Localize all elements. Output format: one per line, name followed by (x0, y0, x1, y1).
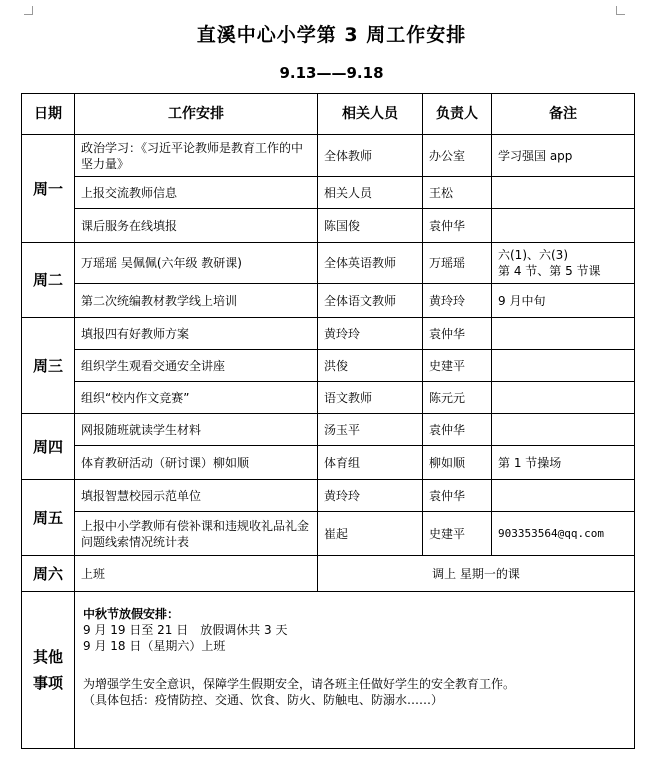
people-cell: 体育组 (318, 446, 423, 480)
note-line: 第 4 节、第 5 节课 (498, 264, 601, 278)
owner-cell: 王松 (423, 177, 492, 209)
header-people: 相关人员 (318, 94, 423, 135)
owner-cell: 史建平 (423, 512, 492, 556)
date-range: 9.13——9.18 (279, 64, 384, 82)
owner-cell: 万瑶瑶 (423, 243, 492, 284)
other-matters-label (22, 592, 75, 749)
margin-mark-right (616, 6, 625, 15)
note-line: 六(1)、六(3) (498, 248, 568, 262)
note-cell (492, 350, 635, 382)
owner-cell: 史建平 (423, 350, 492, 382)
note-cell (492, 177, 635, 209)
task-cell: 上班 (75, 556, 318, 592)
table-row (22, 318, 635, 350)
note-cell (492, 318, 635, 350)
task-cell: 课后服务在线填报 (75, 209, 318, 243)
note-email: 903353564@qq.com (492, 512, 635, 556)
other-matters-content (75, 592, 635, 749)
task-cell: 网报随班就读学生材料 (75, 414, 318, 446)
task-cell: 组织“校内作文竞赛” (75, 382, 318, 414)
people-cell: 黄玲玲 (318, 480, 423, 512)
note-cell (492, 414, 635, 446)
owner-cell: 柳如顺 (423, 446, 492, 480)
task-cell: 上报交流教师信息 (75, 177, 318, 209)
task-cell: 第二次统编教材教学线上培训 (75, 284, 318, 318)
task-cell: 填报四有好教师方案 (75, 318, 318, 350)
spacer (83, 654, 626, 676)
holiday-heading: 中秋节放假安排： (83, 607, 180, 621)
people-cell: 汤玉平 (318, 414, 423, 446)
note-cell (492, 243, 635, 284)
day-thursday: 周四 (22, 414, 75, 480)
document-title: 直溪中心小学第 3 周工作安排 (196, 24, 467, 46)
task-cell: 万瑶瑶 吴佩佩(六年级 教研课) (75, 243, 318, 284)
table-row (22, 414, 635, 446)
header-row (22, 94, 635, 135)
people-cell: 黄玲玲 (318, 318, 423, 350)
holiday-line: 9 月 18 日（星期六）上班 (83, 639, 226, 653)
header-task: 工作安排 (75, 94, 318, 135)
table-row (22, 243, 635, 284)
task-cell: 组织学生观看交通安全讲座 (75, 350, 318, 382)
owner-cell: 黄玲玲 (423, 284, 492, 318)
schedule-table (21, 93, 635, 749)
task-cell: 填报智慧校园示范单位 (75, 480, 318, 512)
table-row (22, 480, 635, 512)
note-cell (492, 480, 635, 512)
other-label-top: 其他 (32, 648, 63, 666)
table-row (22, 284, 635, 318)
note-cell (492, 382, 635, 414)
people-cell: 崔起 (318, 512, 423, 556)
header-owner: 负责人 (423, 94, 492, 135)
people-cell: 全体教师 (318, 135, 423, 177)
owner-cell: 袁仲华 (423, 480, 492, 512)
table-row (22, 446, 635, 480)
table-row (22, 556, 635, 592)
header-date: 日期 (22, 94, 75, 135)
other-label-bottom: 事项 (32, 674, 63, 692)
day-saturday: 周六 (22, 556, 75, 592)
task-cell: 上报中小学教师有偿补课和违规收礼品礼金问题线索情况统计表 (75, 512, 318, 556)
other-matters-row (22, 592, 635, 749)
day-tuesday: 周二 (22, 243, 75, 318)
safety-notice: 为增强学生安全意识，保障学生假期安全，请各班主任做好学生的安全教育工作。 (83, 677, 516, 691)
holiday-line: 9 月 19 日至 21 日 放假调休共 3 天 (83, 623, 288, 637)
people-cell: 洪俊 (318, 350, 423, 382)
people-cell: 相关人员 (318, 177, 423, 209)
note-cell: 第 1 节操场 (492, 446, 635, 480)
saturday-merged-note: 调上 星期一的课 (318, 556, 635, 592)
note-cell (492, 209, 635, 243)
task-cell: 体育教研活动（研讨课）柳如顺 (75, 446, 318, 480)
note-cell: 9 月中旬 (492, 284, 635, 318)
owner-cell: 办公室 (423, 135, 492, 177)
owner-cell: 袁仲华 (423, 209, 492, 243)
people-cell: 全体英语教师 (318, 243, 423, 284)
note-cell: 学习强国 app (492, 135, 635, 177)
owner-cell: 袁仲华 (423, 318, 492, 350)
table-row (22, 135, 635, 177)
task-cell: 政治学习：《习近平论教师是教育工作的中坚力量》 (75, 135, 318, 177)
table-row (22, 177, 635, 209)
safety-details: （具体包括：疫情防控、交通、饮食、防火、防触电、防溺水……） (83, 693, 444, 707)
day-monday: 周一 (22, 135, 75, 243)
people-cell: 语文教师 (318, 382, 423, 414)
day-friday: 周五 (22, 480, 75, 556)
owner-cell: 袁仲华 (423, 414, 492, 446)
people-cell: 陈国俊 (318, 209, 423, 243)
day-wednesday: 周三 (22, 318, 75, 414)
people-cell: 全体语文教师 (318, 284, 423, 318)
header-note: 备注 (492, 94, 635, 135)
table-row (22, 209, 635, 243)
table-row (22, 512, 635, 556)
table-row (22, 382, 635, 414)
owner-cell: 陈元元 (423, 382, 492, 414)
table-row (22, 350, 635, 382)
margin-mark-left (24, 6, 33, 15)
